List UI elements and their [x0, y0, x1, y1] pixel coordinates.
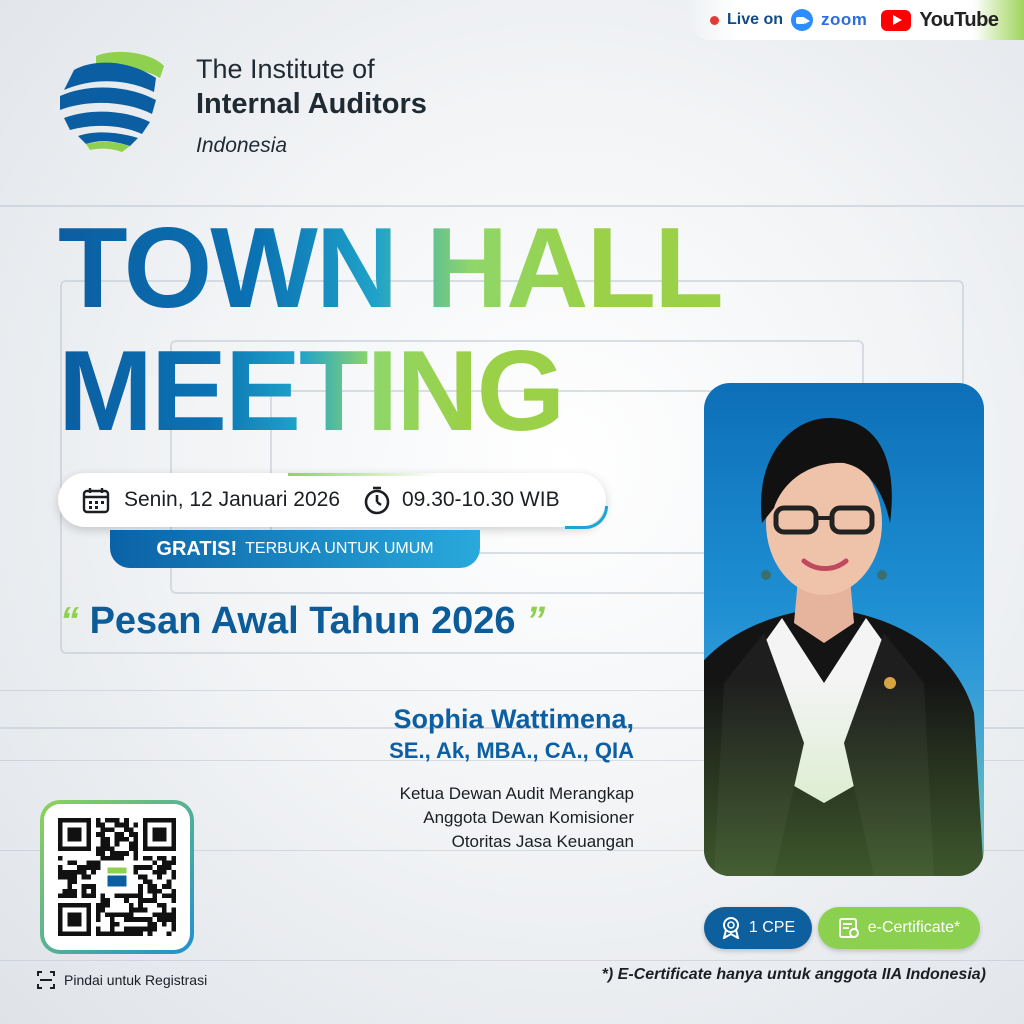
stopwatch-icon — [362, 485, 392, 515]
qr-container — [44, 804, 190, 950]
quote-close-mark: ” — [526, 600, 546, 642]
theme-text: Pesan Awal Tahun 2026 — [89, 600, 516, 642]
org-name-line1: The Institute of — [196, 54, 375, 84]
event-title-line2: MEETING — [58, 328, 564, 455]
speaker-photo — [704, 383, 984, 876]
open-to-public-label: TERBUKA UNTUK UMUM — [245, 540, 434, 557]
cpe-label: 1 CPE — [748, 919, 796, 936]
scan-icon — [36, 970, 56, 990]
event-title-line1: TOWN HALL — [58, 205, 722, 332]
speaker-role-line: Ketua Dewan Audit Merangkap — [399, 784, 634, 803]
speaker-role-line: Otoritas Jasa Keuangan — [451, 832, 634, 851]
free-label: GRATIS! — [156, 537, 238, 560]
registration-qr-frame[interactable] — [40, 800, 194, 954]
org-country: Indonesia — [196, 134, 288, 157]
live-label: Live on — [727, 11, 784, 28]
speaker-role-line: Anggota Dewan Komisioner — [423, 808, 634, 827]
registration-qr-code[interactable] — [58, 818, 176, 936]
e-certificate-label: e-Certificate* — [867, 919, 961, 936]
e-certificate-badge — [818, 907, 980, 949]
calendar-icon — [82, 486, 110, 514]
live-platforms-bar — [688, 0, 1024, 40]
youtube-label: YouTube — [919, 8, 999, 31]
speaker-portrait-image — [704, 383, 984, 876]
scan-label: Pindai untuk Registrasi — [64, 972, 208, 988]
event-time: 09.30-10.30 WIB — [402, 488, 560, 511]
award-medal-icon — [721, 917, 741, 939]
live-dot-icon — [710, 16, 719, 25]
cpe-badge — [704, 907, 812, 949]
schedule-pill — [58, 473, 606, 527]
scan-instruction — [36, 970, 207, 990]
youtube-icon — [881, 10, 911, 31]
zoom-icon — [791, 9, 813, 31]
zoom-label: zoom — [821, 10, 868, 29]
event-theme — [60, 600, 545, 643]
speaker-name: Sophia Wattimena, — [393, 704, 634, 734]
quote-open-mark: “ — [60, 600, 79, 642]
speaker-credentials: SE., Ak, MBA., CA., QIA — [389, 738, 634, 763]
event-date: Senin, 12 Januari 2026 — [124, 488, 340, 511]
certificate-icon — [838, 917, 860, 939]
certificate-footnote: *) E-Certificate hanya untuk anggota IIA Indonesia) — [601, 966, 986, 983]
free-admission-bar — [110, 530, 480, 568]
iia-globe-logo-icon — [56, 48, 166, 152]
org-name-line2: Internal Auditors — [196, 88, 427, 120]
